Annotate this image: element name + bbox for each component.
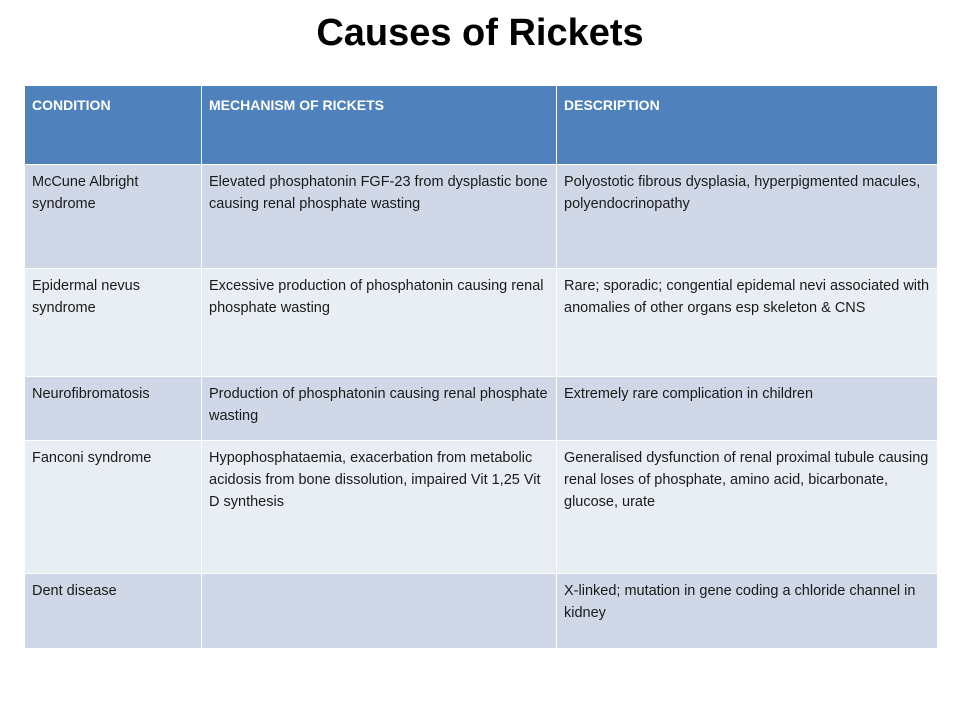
table-header <box>25 86 938 165</box>
table-body <box>25 165 938 649</box>
mechanism-cell: Hypophosphataemia, exacerbation from metabolic acidosis from bone dissolution, impaired Vit 1,25 Vit D synthesis <box>202 441 557 574</box>
description-cell: Polyostotic fibrous dysplasia, hyperpigmented macules, polyendocrinopathy <box>557 165 938 269</box>
description-cell: Extremely rare complication in children <box>557 377 938 441</box>
table-row <box>25 165 938 269</box>
description-cell: X-linked; mutation in gene coding a chloride channel in kidney <box>557 574 938 649</box>
table-row <box>25 441 938 574</box>
condition-cell: McCune Albright syndrome <box>25 165 202 269</box>
table-row <box>25 377 938 441</box>
mechanism-cell: Production of phosphatonin causing renal phosphate wasting <box>202 377 557 441</box>
table-row <box>25 574 938 649</box>
condition-cell: Fanconi syndrome <box>25 441 202 574</box>
causes-table <box>24 85 938 649</box>
header-condition: CONDITION <box>25 86 202 165</box>
mechanism-cell <box>202 574 557 649</box>
mechanism-cell: Elevated phosphatonin FGF-23 from dysplastic bone causing renal phosphate wasting <box>202 165 557 269</box>
header-mechanism: MECHANISM OF RICKETS <box>202 86 557 165</box>
condition-cell: Neurofibromatosis <box>25 377 202 441</box>
header-row <box>25 86 938 165</box>
page-title: Causes of Rickets <box>316 12 644 54</box>
mechanism-cell: Excessive production of phosphatonin causing renal phosphate wasting <box>202 269 557 377</box>
header-description: DESCRIPTION <box>557 86 938 165</box>
table-row <box>25 269 938 377</box>
description-cell: Generalised dysfunction of renal proximal tubule causing renal loses of phosphate, amino acid, bicarbonate, glucose, urate <box>557 441 938 574</box>
description-cell: Rare; sporadic; congential epidemal nevi associated with anomalies of other organs esp skeleton & CNS <box>557 269 938 377</box>
condition-cell: Epidermal nevus syndrome <box>25 269 202 377</box>
condition-cell: Dent disease <box>25 574 202 649</box>
